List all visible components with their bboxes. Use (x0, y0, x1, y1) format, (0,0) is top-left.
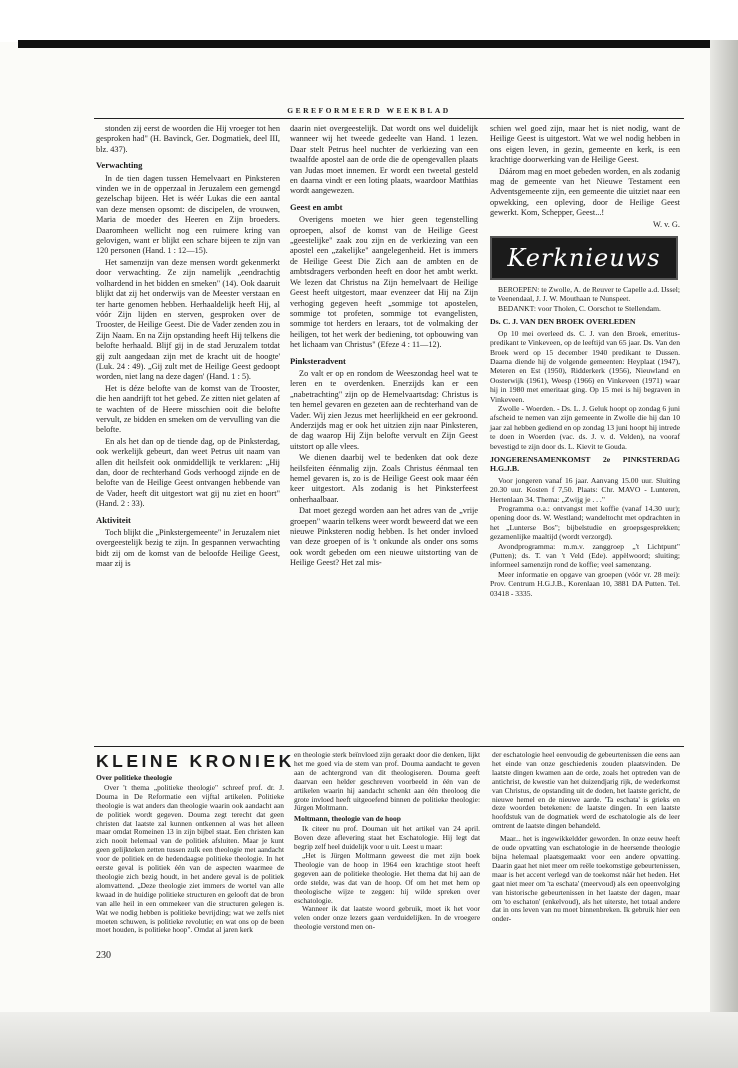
article-column-1 (96, 124, 280, 571)
paragraph: Maar... het is ingewikkeldder geworden. In onze eeuw heeft de oude opvatting van eschatologie in de heersende theologie bijna helemaal plaatsgemaakt voor een andere opvatting. Daarin gaat het niet meer om reële toekomstige gebeurtenissen, maar is het accent verlegd van de toekomst náár het heden. Het gaat niet meer om 'ta eschata' (meervoud) als een opeenvolging van historische gebeurtenissen in het laatste der dagen, maar om 'to eschaton' (enkelvoud), als het uiterste, het totaal andere dat in ons leven van nu moet binnenbreken. Ik gebruik hier een onder- (492, 834, 680, 924)
kroniek-column-2 (294, 751, 480, 932)
running-header: GEREFORMEERD WEEKBLAD (287, 106, 451, 115)
paragraph: Ik citeer nu prof. Douman uit het artikel van 24 april. Boven deze aflevering staat het Eschatologie. Hij legt dat begrip zelf heel duidelijk voor u uit. Leest u maar: (294, 824, 480, 852)
paragraph: stonden zij eerst de woorden die Hij vroeger tot hen gesproken had" (H. Bavinck, Ger. Dogmatiek, deel III, blz. 437). (96, 124, 280, 154)
news-heading: JONGERENSAMENKOMST 2e PINKSTERDAG H.G.J.B. (490, 454, 680, 474)
news-item: Op 10 mei overleed ds. C. J. van den Broek, emeritus-predikant te Vinkeveen, op de leeftijd van 65 jaar. Ds. Van den Broek werd op 15 december 1940 predikant te Dussen. Daarna diende hij de volgende gemeenten: Heyplaat (1947), Meteren en Est (1950), Ridderkerk (1956), Nieuwland en Oosterwijk (1961), Weesp (1966) en Vinkeveen (1971) waar hij in 1980 met emeritaat ging. Op 15 mei is hij begraven in Vinkeveen. (490, 328, 680, 404)
news-item: BEROEPEN: te Zwolle, A. de Reuver te Capelle a.d. IJssel; te Veenendaal, J. J. W. Mouthaan te Nunspeet. (490, 285, 681, 304)
paragraph: schien wel goed zijn, maar het is niet nodig, want de Heilige Geest is uitgestort. Wat we wel nodig hebben in ons eigen leven, in gezin, gemeente en kerk, is een krachtige doorwerking van de Heilige Geest. (490, 124, 680, 165)
section-heading: Aktiviteit (96, 514, 131, 525)
article-column-3 (490, 124, 680, 598)
paragraph: der eschatologie heel eenvoudig de gebeurtenissen die eens aan het einde van onze geschiedenis zouden plaatsvinden. De laatste dingen kwamen aan de orde, zoals het optreden van de antichrist, de kwestie van het duizendjarig rijk, de wederkomst van Christus, de opstanding uit de doden, het laatste gericht, de nieuwe hemel en de nieuwe aarde. 'Ta eschata' is grieks en deze woorden betekenen: de laatste dingen. In een laatste hoofdstuk van de dogmatiek werd de eschatologie als de leer omtrent de laatste dingen behandeld. (492, 750, 680, 831)
kerknieuws-logo: Kerknieuws (490, 236, 678, 280)
paragraph: Dat moet gezegd worden aan het adres van de „vrije groepen" waarin telkens weer wordt beweerd dat we een nieuwe Pinksteren nodig hebben. Is het onder invloed van deze groepen of is 't onkunde als onder ons soms ook wordt gebeden om een nieuwe uitstorting van de Heilige Geest? Het zal mis- (290, 506, 478, 568)
paragraph: In de tien dagen tussen Hemelvaart en Pinksteren vinden we in de opperzaal in Jeruzalem een gemengd gezelschap bijeen. Het is wéér Lukas die een aantal van deze mensen opsomt: de discipelen, de vrouwen, Maria de moeder des Heeren en Zijn broeders. Daaromheen wellicht nog een ruimere kring van gelovigen, want er blijkt een schare bijeen te zijn van 120 personen (Hand. 1 : 12—15). (96, 173, 280, 256)
scan-bottom-margin (0, 1012, 738, 1068)
news-item: Meer informatie en opgave van groepen (vóór vr. 28 mei): Prov. Centrum H.G.J.B., Korenlaan 10, 3881 DA Putten. Tel. 03418 - 3335. (490, 569, 680, 598)
section-heading: Moltmann, theologie van de hoop (294, 814, 401, 824)
header-rule (94, 118, 684, 119)
news-item: Programma o.a.: ontvangst met koffie (vanaf 14.30 uur); opening door ds. W. Westland; wandeltocht met opdrachten in het „Lunterse Bos"; bijbelstudie en groepsgesprekken; gezamenlijke maaltijd (wordt verzorgd). (490, 504, 680, 542)
scan-edge-border (18, 40, 738, 48)
paragraph: Wanneer ik dat laatste woord gebruik, moet ik het voor velen onder onze lezers gaan verduidelijken. In de vroegere theologie verstond men on- (294, 904, 480, 932)
paragraph: „Het is Jürgen Moltmann geweest die met zijn boek Theologie van de hoop in 1964 een krachtige stoot heeft gegeven aan de politieke theologie. Het thema dat hij aan de orde stelde, was dat van de hoop. Of om het met hem op theologische wijze te zeggen: hij wilde spreken over eschatologie. (294, 850, 480, 905)
news-heading: Ds. C. J. VAN DEN BROEK OVERLEDEN (490, 317, 636, 327)
news-item: BEDANKT: voor Tholen, C. Oorschot te Stellendam. (498, 303, 661, 313)
paragraph: Het is déze belofte van de komst van de Trooster, die hen aandrijft tot het gebed. Ze zitten niet gelaten af te wachten of de Heere misschien ooit die belofte vervult, ze bidden en smeken om de vervulling van die belofte. (96, 383, 280, 435)
paragraph: Zo valt er op en rondom de Weeszondag heel wat te leren en te overdenken. Enerzijds kan er een „nabetrachting" zijn op de Hemelvaartsdag: Christus is ten hemel gevaren en gezeten aan de rechterhand van de Vader. Wij zien Jezus met heerlijkheid en eer gekroond. Anderzijds mag er ook het uitzien zijn naar Pinksteren, de dag waarop Hij Zijn belofte vervult en Zijn Geest uitstort op alle vlees. (290, 368, 478, 451)
paragraph: Overigens moeten we hier geen tegenstelling oproepen, alsof de komst van de Heilige Geest „geestelijke" zaak zou zijn en de verkiezing van een apostel een „zakelijke" aangelegenheid. Het is immers de Heilige Geest Die Zich aan de ambten en de ambtsdragers verbonden heeft en door het ambt werkt. We lezen dat Christus na Zijn hemelvaart de Heilige Geest heeft uitgestort, maar evenzeer dat Hij na Zijn verhoging gegeven heeft „sommige tot apostelen, sommige tot profeten, sommige tot evangelisten, sommige tot herders en leraars, tot de volmaking der heiligen, tot het werk der bediening, tot opbouwing van het lichaam van Christus" (Efeze 4 : 11—12). (290, 215, 478, 350)
page-number: 230 (96, 950, 111, 961)
news-item: Avondprogramma: m.m.v. zanggroep „'t Lichtpunt" (Putten); ds. T. van 't Veld (Ede). appèlwoord; sluiting; informeel samenzijn rond de koffie; veel samenzang. (490, 541, 680, 570)
paragraph: Het samenzijn van deze mensen wordt gekenmerkt door verwachting. Ze zijn namelijk „eendrachtig volhardend in het bidden en smeken" (14). Ook daaruit blijkt dat zij het onderwijs van de Meester verstaan en ter harte genomen hebben. Herhaaldelijk heeft Hij, al vóór Zijn lijden en sterven, gesproken over de Trooster, de Heilige Geest. Die de Vader zenden zou in Zijn Naam. En na Zijn opstanding heeft Hij telkens die belofte herhaald. Blijf gij in de stad Jeruzalem totdat gij zult aangedaan zijn met de kracht uit de hoogte' (Luk. 24 : 49). „Gij zult met de Heilige Geest gedoopt worden, niet lang na deze dagen' (Hand. 1 : 5). (96, 257, 280, 382)
paragraph: Over 't thema „politieke theologie" schreef prof. dr. J. Douma in De Reformatie een vijftal artikelen. Politieke theologie is wat anders dan theologie waarin ook aandacht aan de politiek wordt gegeven. Douma zegt terecht dat geen christen dat laatste zal kunnen ontkennen al was het alleen maar omdat Romeinen 13 in zijn bijbel staat. Een christen kan zich nooit helemaal van de politiek afsluiten. Maar je kunt geen gelijkteken zetten tussen zulk een theologie met aandacht voor de politiek en de hedendaagse politieke theologie. In het eerste geval is politiek één van de aspecten waarmee de theologie zich bezig houdt, in het andere geval is de politiek alomvattend. „Deze theologie ziet immers de wortel van alle kwaad in de huidige politieke structuren en gelooft dat de bron van alle heil in een ommekeer van die structuren gelegen is. Wat we nodig hebben is politieke bevrijding; wat we zelfs niet moeten schuwen, is politieke revolutie; en wat ons op de been moet houden, is politieke hoop". Omdat al jaren kerk (96, 782, 284, 935)
kroniek-column-1 (96, 772, 284, 935)
paragraph: Toch blijkt die „Pinkstergemeente" in Jeruzalem niet overgeestelijk bezig te zijn. In gespannen verwachting bidt zij om de komst van de beloofde Heilige Geest, maar zij is (96, 528, 280, 569)
news-item: Voor jongeren vanaf 16 jaar. Aanvang 15.00 uur. Sluiting 20.30 uur. Kosten f 7,50. Plaats: Chr. MAVO - Lunteren, Hertenlaan 34. Thema: „Zwijg je . . ." (490, 475, 680, 504)
paragraph: en theologie sterk beïnvloed zijn geraakt door die denken, lijkt het me goed via de stem van prof. Douma aandacht te geven aan de achtergrond van dit theologiseren. Douma geeft daarvan een helder geschreven voorbeeld in één van de artikelen waarin hij aandacht schenkt aan één theoloog die grote invloed heeft uitgeoefend binnen de politieke theologie: Jürgen Moltmann. (294, 750, 480, 813)
paragraph: daarin niet overgeestelijk. Dat wordt ons wel duidelijk wanneer wij het tweede gedeelte van Hand. 1 lezen. Daar stelt Petrus heel nuchter de verkiezing van een twaalfde apostel aan de orde die de opengevallen plaats van Judas moet innemen. Er wordt een tweetal gesteld en daarna vindt er een loting plaats, waardoor Matthias wordt aangewezen. (290, 124, 478, 196)
paragraph: Dáárom mag en moet gebeden worden, en als zodanig mag de gemeente van het Nieuwe Testament een Adventsgemeente zijn, een gemeente die uitziet naar een opwekking, een opleving, door de Heilige Geest gewerkt. Kom, Schepper, Geest...! (490, 166, 680, 218)
section-heading: Over politieke theologie (96, 773, 173, 782)
section-divider (94, 746, 684, 747)
paragraph: We dienen daarbij wel te bedenken dat ook deze heilsfeiten éénmalig zijn. Zoals Christus éénmaal ten hemel gevaren is, zo is de Heilige Geest ook maar één keer uitgestort. Als zodanig is het Pinksterfeest onherhaalbaar. (290, 453, 478, 504)
news-item: Zwolle - Woerden. - Ds. L. J. Geluk hoopt op zondag 6 juni afscheid te nemen van zijn gemeente in Zwolle die hij dan 10 jaar zal hebben gediend en op zondag 13 juni hoopt hij intrede te doen in Woerden (vac. ds. J. v. d. Velden), na vooraf bevestigd te zijn door ds. L. Kievit te Gouda. (490, 403, 680, 451)
paragraph: En als het dan op de tiende dag, op de Pinksterdag, ook werkelijk gebeurt, dan weet Petrus uit naam van allen dit heilsfeit ook onmiddellijk te verklaren: „Hij dan, door de rechterhand Gods verhoogd zijnde en de belofte van de Heilige Geest ontvangen hebbende van de Vader, heeft dit uitgestort wat gij nu ziet en hoort" (Hand. 2 : 33). (96, 436, 280, 509)
article-column-2 (290, 124, 478, 570)
church-news (490, 285, 680, 598)
kleine-kroniek-title: KLEINE KRONIEK (96, 751, 295, 771)
kroniek-column-3 (492, 751, 680, 924)
top-margin (0, 0, 738, 42)
author-signature: W. v. G. (652, 219, 680, 229)
section-heading: Pinksteradvent (290, 355, 346, 366)
scan-page-edge (710, 40, 738, 1020)
section-heading: Verwachting (96, 160, 143, 171)
section-heading: Geest en ambt (290, 201, 343, 212)
